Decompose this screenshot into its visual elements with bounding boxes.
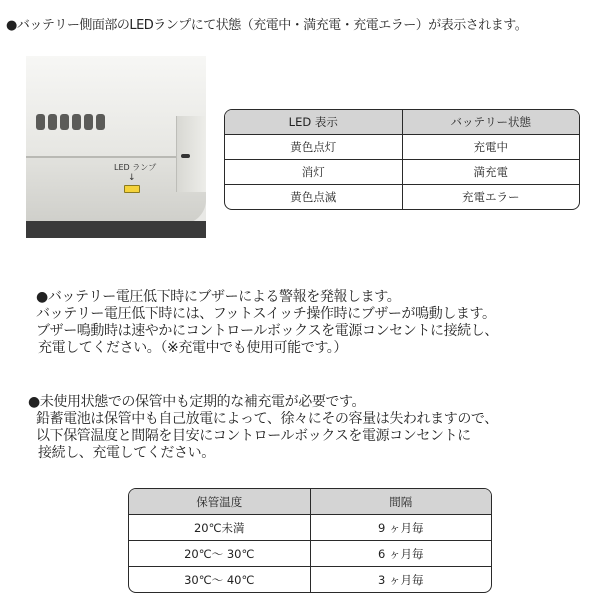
table-row — [225, 134, 579, 159]
photo-base — [26, 221, 206, 238]
table-cell: 消灯 — [301, 165, 325, 179]
table-row — [225, 184, 579, 209]
table-cell: 3 ヶ月毎 — [310, 567, 492, 592]
battery-photo — [26, 56, 206, 238]
header-battery-state: バッテリー状態 — [402, 110, 580, 134]
arrow-down-icon: ↓ — [128, 173, 136, 183]
buzzer-heading: ●バッテリー電圧低下時にブザーによる警報を発報します。 — [36, 289, 401, 305]
led-lamp-label: LED ランプ — [114, 163, 157, 172]
intro-text: ●バッテリー側面部のLEDランプにて状態（充電中・満充電・充電エラー）が表示されます。 — [6, 18, 528, 33]
header-interval: 間隔 — [310, 489, 492, 514]
vent-slot — [72, 114, 81, 130]
buzzer-line: 充電してください。（※充電中でも使用可能です。） — [38, 340, 348, 356]
buzzer-line: バッテリー電圧低下時には、フットスイッチ操作時にブザーが鳴動します。 — [36, 306, 496, 322]
table-cell: 充電エラー — [402, 185, 580, 209]
table-cell: 黄色点滅 — [290, 190, 337, 204]
vent-slot — [36, 114, 45, 130]
table-cell: 9 ヶ月毎 — [310, 515, 492, 540]
vent-slot — [84, 114, 93, 130]
vent-slot — [48, 114, 57, 130]
header-storage-temperature: 保管温度 — [196, 494, 243, 509]
table-header-row — [225, 110, 579, 134]
header-led-display: LED 表示 — [288, 115, 338, 129]
vent-slot — [96, 114, 105, 130]
table-cell: 6 ヶ月毎 — [310, 541, 492, 566]
table-cell: 20℃～ 30℃ — [184, 546, 255, 561]
storage-line: 鉛蓄電池は保管中も自己放電によって、徐々にその容量は失われますので、 — [36, 411, 498, 427]
table-cell: 充電中 — [402, 135, 580, 159]
table-row — [129, 514, 491, 540]
table-cell: 30℃～ 40℃ — [184, 572, 255, 587]
connector-port — [181, 154, 190, 158]
buzzer-line: ブザー鳴動時は速やかにコントロールボックスを電源コンセントに接続し、 — [36, 323, 498, 339]
table-row — [129, 540, 491, 566]
vent-slot — [60, 114, 69, 130]
table-cell: 黄色点灯 — [290, 140, 337, 154]
table-cell: 満充電 — [402, 160, 580, 184]
storage-interval-table — [128, 488, 492, 593]
storage-line: 以下保管温度と間隔を目安にコントロールボックスを電源コンセントに — [36, 428, 471, 444]
storage-heading: ●未使用状態での保管中も定期的な補充電が必要です。 — [28, 394, 366, 410]
table-header-row — [129, 489, 491, 514]
led-status-table — [224, 109, 580, 210]
table-row — [129, 566, 491, 592]
storage-line: 接続し、充電してください。 — [38, 445, 215, 461]
table-cell: 20℃未満 — [193, 520, 245, 535]
table-row — [225, 159, 579, 184]
led-lamp — [124, 185, 140, 193]
battery-vents — [36, 114, 105, 130]
